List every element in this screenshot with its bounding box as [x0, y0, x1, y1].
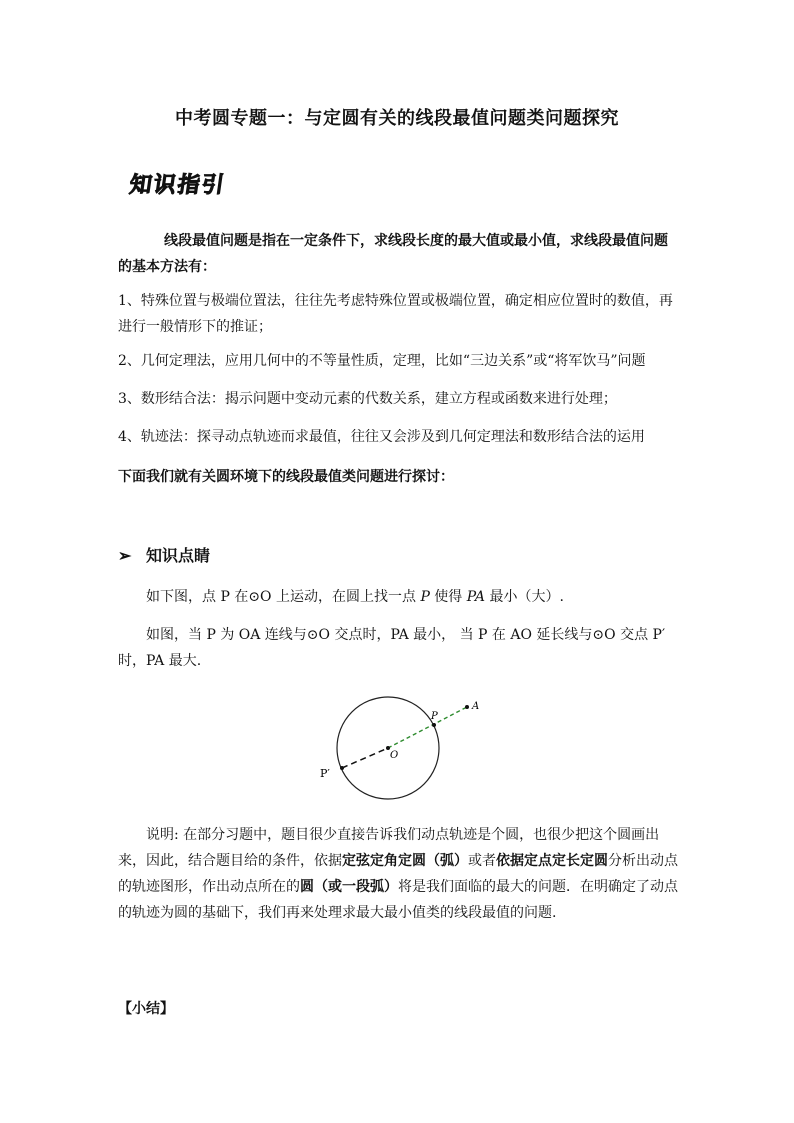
arrow-bullet-icon: ➢ — [118, 546, 132, 565]
label-p: P — [431, 711, 438, 722]
guide-heading: 知识指引 — [127, 172, 228, 198]
lead-sentence: 下面我们就有关圆环境下的线段最值类问题进行探讨： — [118, 469, 454, 485]
section-heading — [118, 543, 210, 566]
summary-heading: 【小结】 — [118, 1001, 174, 1017]
problem-statement: 如下图，点 P 在⊙O 上运动，在圆上找一点 P 使得 PA 最小（大）. — [146, 589, 564, 605]
page-title: 中考圆专题一：与定圆有关的线段最值问题类问题探究 — [175, 108, 619, 129]
section-title: 知识点睛 — [146, 546, 211, 565]
segment-pp-o — [342, 748, 388, 768]
point-p-prime — [340, 766, 344, 770]
segment-o-a — [388, 707, 467, 748]
point-p — [432, 723, 436, 727]
method-3: 3、数形结合法：揭示问题中变动元素的代数关系，建立方程或函数来进行处理； — [118, 391, 617, 407]
method-1: 1、特殊位置与极端位置法，往往先考虑特殊位置或极端位置，确定相应位置时的数值，再进行一般情形下的推证； — [118, 293, 673, 335]
label-p-prime: P′ — [320, 767, 330, 780]
method-4: 4、轨迹法：探寻动点轨迹而求最值，往往又会涉及到几何定理法和数形结合法的运用 — [118, 429, 645, 445]
label-a: A — [472, 701, 480, 712]
method-2: 2、几何定理法，应用几何中的不等量性质，定理，比如“三边关系”或“将军饮马”问题 — [118, 353, 646, 369]
point-a — [465, 705, 469, 709]
circle-figure — [310, 690, 500, 830]
label-o: O — [390, 750, 399, 761]
intro-paragraph: 线段最值问题是指在一定条件下，求线段长度的最大值或最小值，求线段最值问题的基本方法有： — [118, 233, 668, 275]
note-paragraph: 说明: 在部分习题中，题目很少直接告诉我们动点轨迹是个圆，也很少把这个圆画出来，因此，结合题目给的条件，依据定弦定角定圆（弧）或者依据定点定长定圆分析出动点的轨迹图形，作出动点所在的圆（或一段弧）将是我们面临的最大的问题．在明确定了动点的轨迹为圆的基础下，我们再来处理求最大最小值类的线段最值的问题. — [118, 827, 678, 921]
explanation-paragraph: 如图，当 P 为 OA 连线与⊙O 交点时，PA 最小， 当 P 在 AO 延长线与⊙O 交点 P′ 时，PA 最大. — [118, 627, 666, 669]
